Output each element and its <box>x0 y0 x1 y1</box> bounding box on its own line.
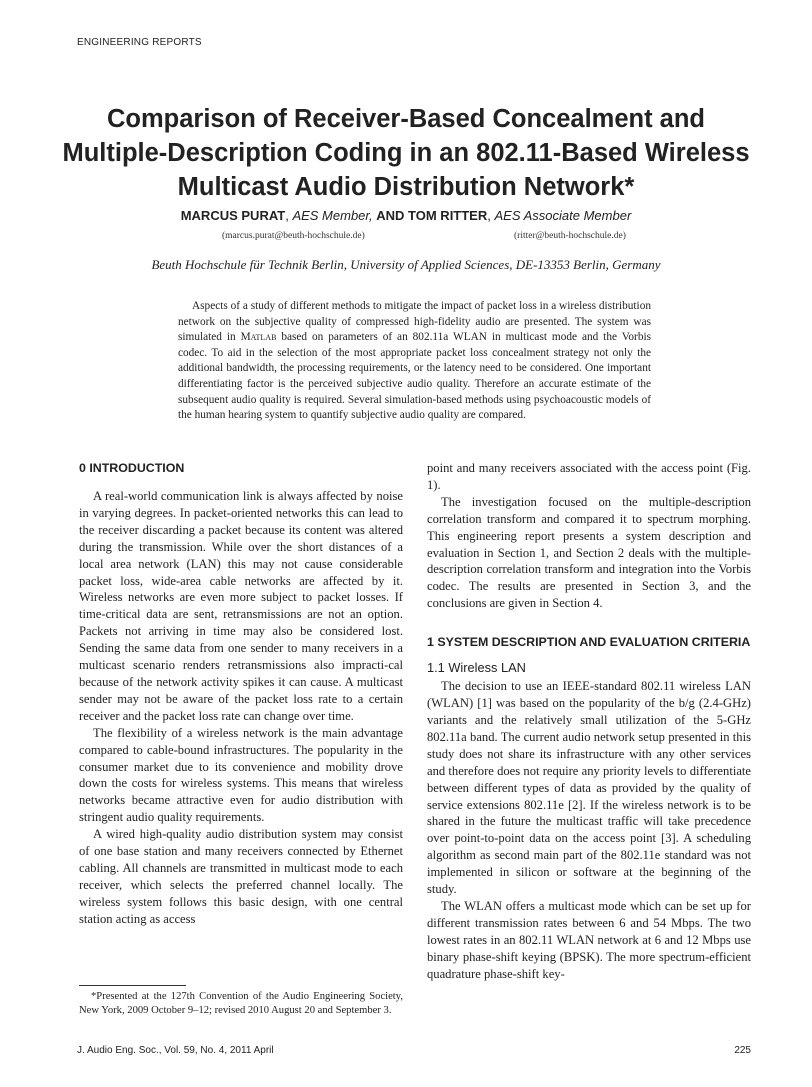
author-conjunction: AND TOM RITTER <box>376 208 488 223</box>
page-number: 225 <box>734 1045 751 1056</box>
paper-title: Comparison of Receiver-Based Concealment and Multiple-Description Coding in an 802.11-Based Wireless Multicast Audio Distribution Network* <box>62 105 750 201</box>
matlab-name: Matlab <box>240 331 277 344</box>
body-paragraph-continued: point and many receivers associated with the access point (Fig. 1). <box>427 461 751 492</box>
footnote: *Presented at the 127th Convention of the Audio Engineering Society, New York, 2009 October 9–12; revised 2010 August 20 and September 3. <box>79 991 403 1017</box>
affiliation: Beuth Hochschule für Technik Berlin, University of Applied Sciences, DE-13353 Berlin, Germany <box>151 257 661 272</box>
body-paragraph: The investigation focused on the multiple-description correlation transform and compared it to spectrum morphing. This engineering report presents a system description and evaluation in Section 1, and Section 2 deals with the multiple-description correlation transform and integration into the Vorbis codec. The results are presented in Section 3, and the conclusions are given in Section 4. <box>427 494 751 611</box>
abstract-part-2: based on parameters of an 802.11a WLAN in multicast mode and the Vorbis codec. To aid in the selection of the most appropriate packet loss concealment strategy not only the additional bandwidth, the processing requirements, or the latency need to be considered. One important differentiating factor is the perceived subjective audio quality. Therefore an accurate estimate of the subsequent audio quality is required. Several simulation-based methods using psychoacoustic models of the human hearing system to quantify subjective audio quality are compared. <box>178 331 652 422</box>
body-paragraph: The flexibility of a wireless network is the main advantage compared to cable-bound infrastructures. The popularity in the consumer market due to its convenience and mobility drove down the costs for wireless systems. This means that wireless networks became attractive even for audio distribution with stringent audio quality requirements. <box>79 725 403 825</box>
right-column <box>427 460 751 982</box>
journal-citation: J. Audio Eng. Soc., Vol. 59, No. 4, 2011 April <box>77 1045 274 1056</box>
body-paragraph: The decision to use an IEEE-standard 802.11 wireless LAN (WLAN) [1] was based on the popularity of the b/g (2.4-GHz) variants and the relatively small utilization of the 5-GHz 802.11a band. The current audio network setup presented in this study does not share its infrastructure with any other services and therefore does not require any priority levels to differentiate between different types of data as provided by the quality of service extensions 802.11e [2]. If the wireless network is to be shared in the future the multicast traffic will take precedence over point-to-point data on the access point [3]. A scheduling algorithm as second main part of the 802.11e standard was not implemented in silicon or software at the beginning of the study. <box>427 679 751 897</box>
body-paragraph: A wired high-quality audio distribution system may consist of one base station and many receivers connected by Ethernet cabling. All channels are transmitted in multicast mode to each receiver, which selects the preferred channel locally. The wireless system follows this basic design, with one central station acting as access <box>79 827 403 926</box>
abstract-part-1: Aspects of a study of different methods to mitigate the impact of packet loss in a wireless distribution network on the subjective quality of compressed high-fidelity audio are presented. The system was simulated in <box>178 300 651 344</box>
body-paragraph: A real-world communication link is always affected by noise in varying degrees. In packet-oriented networks this can lead to the receiver discarding a packet because its content was altered during the transmission. While over the short distances of a local area network (LAN) this may not cause considerable packet loss, wide-area cable networks are affected by it. Wireless networks are even more subject to packet losses. If time-critical data are sent, retransmissions are not an option. Packets not arriving in time may also be considered lost. Sending the same data from one sender to many receivers in a multicast scenario renders retransmissions also impracti-cal because of the network activity spikes it can cause. A multicast sender may not be aware of the packet loss rate to a certain receiver and the packet loss rate can change over time. <box>79 489 403 723</box>
left-column <box>79 460 403 928</box>
author-1-role: AES Member, <box>292 208 373 223</box>
body-paragraph: The WLAN offers a multicast mode which can be set up for different transmission rates between 6 and 54 Mbps. The two lowest rates in an 802.11 WLAN network at 6 and 12 Mbps use binary phase-shift keying (BPSK). The more spectrum-efficient quadrature phase-shift key- <box>427 898 751 981</box>
author-1-email[interactable]: (marcus.purat@beuth-hochschule.de) <box>222 231 365 241</box>
running-head: ENGINEERING REPORTS <box>77 37 202 48</box>
author-2-email[interactable]: (ritter@beuth-hochschule.de) <box>514 231 626 241</box>
author-line: MARCUS PURAT, AES Member, AND TOM RITTER, AES Associate Member <box>180 208 632 223</box>
footnote-divider <box>79 985 186 986</box>
section-heading-introduction: 0 INTRODUCTION <box>79 461 185 475</box>
author-2-role: AES Associate Member <box>494 208 632 223</box>
abstract <box>178 299 651 424</box>
author-1-name: MARCUS PURAT <box>180 208 286 223</box>
subsection-heading-wireless-lan: 1.1 Wireless LAN <box>427 660 526 676</box>
section-heading-system-description: 1 SYSTEM DESCRIPTION AND EVALUATION CRITERIA <box>427 635 751 650</box>
